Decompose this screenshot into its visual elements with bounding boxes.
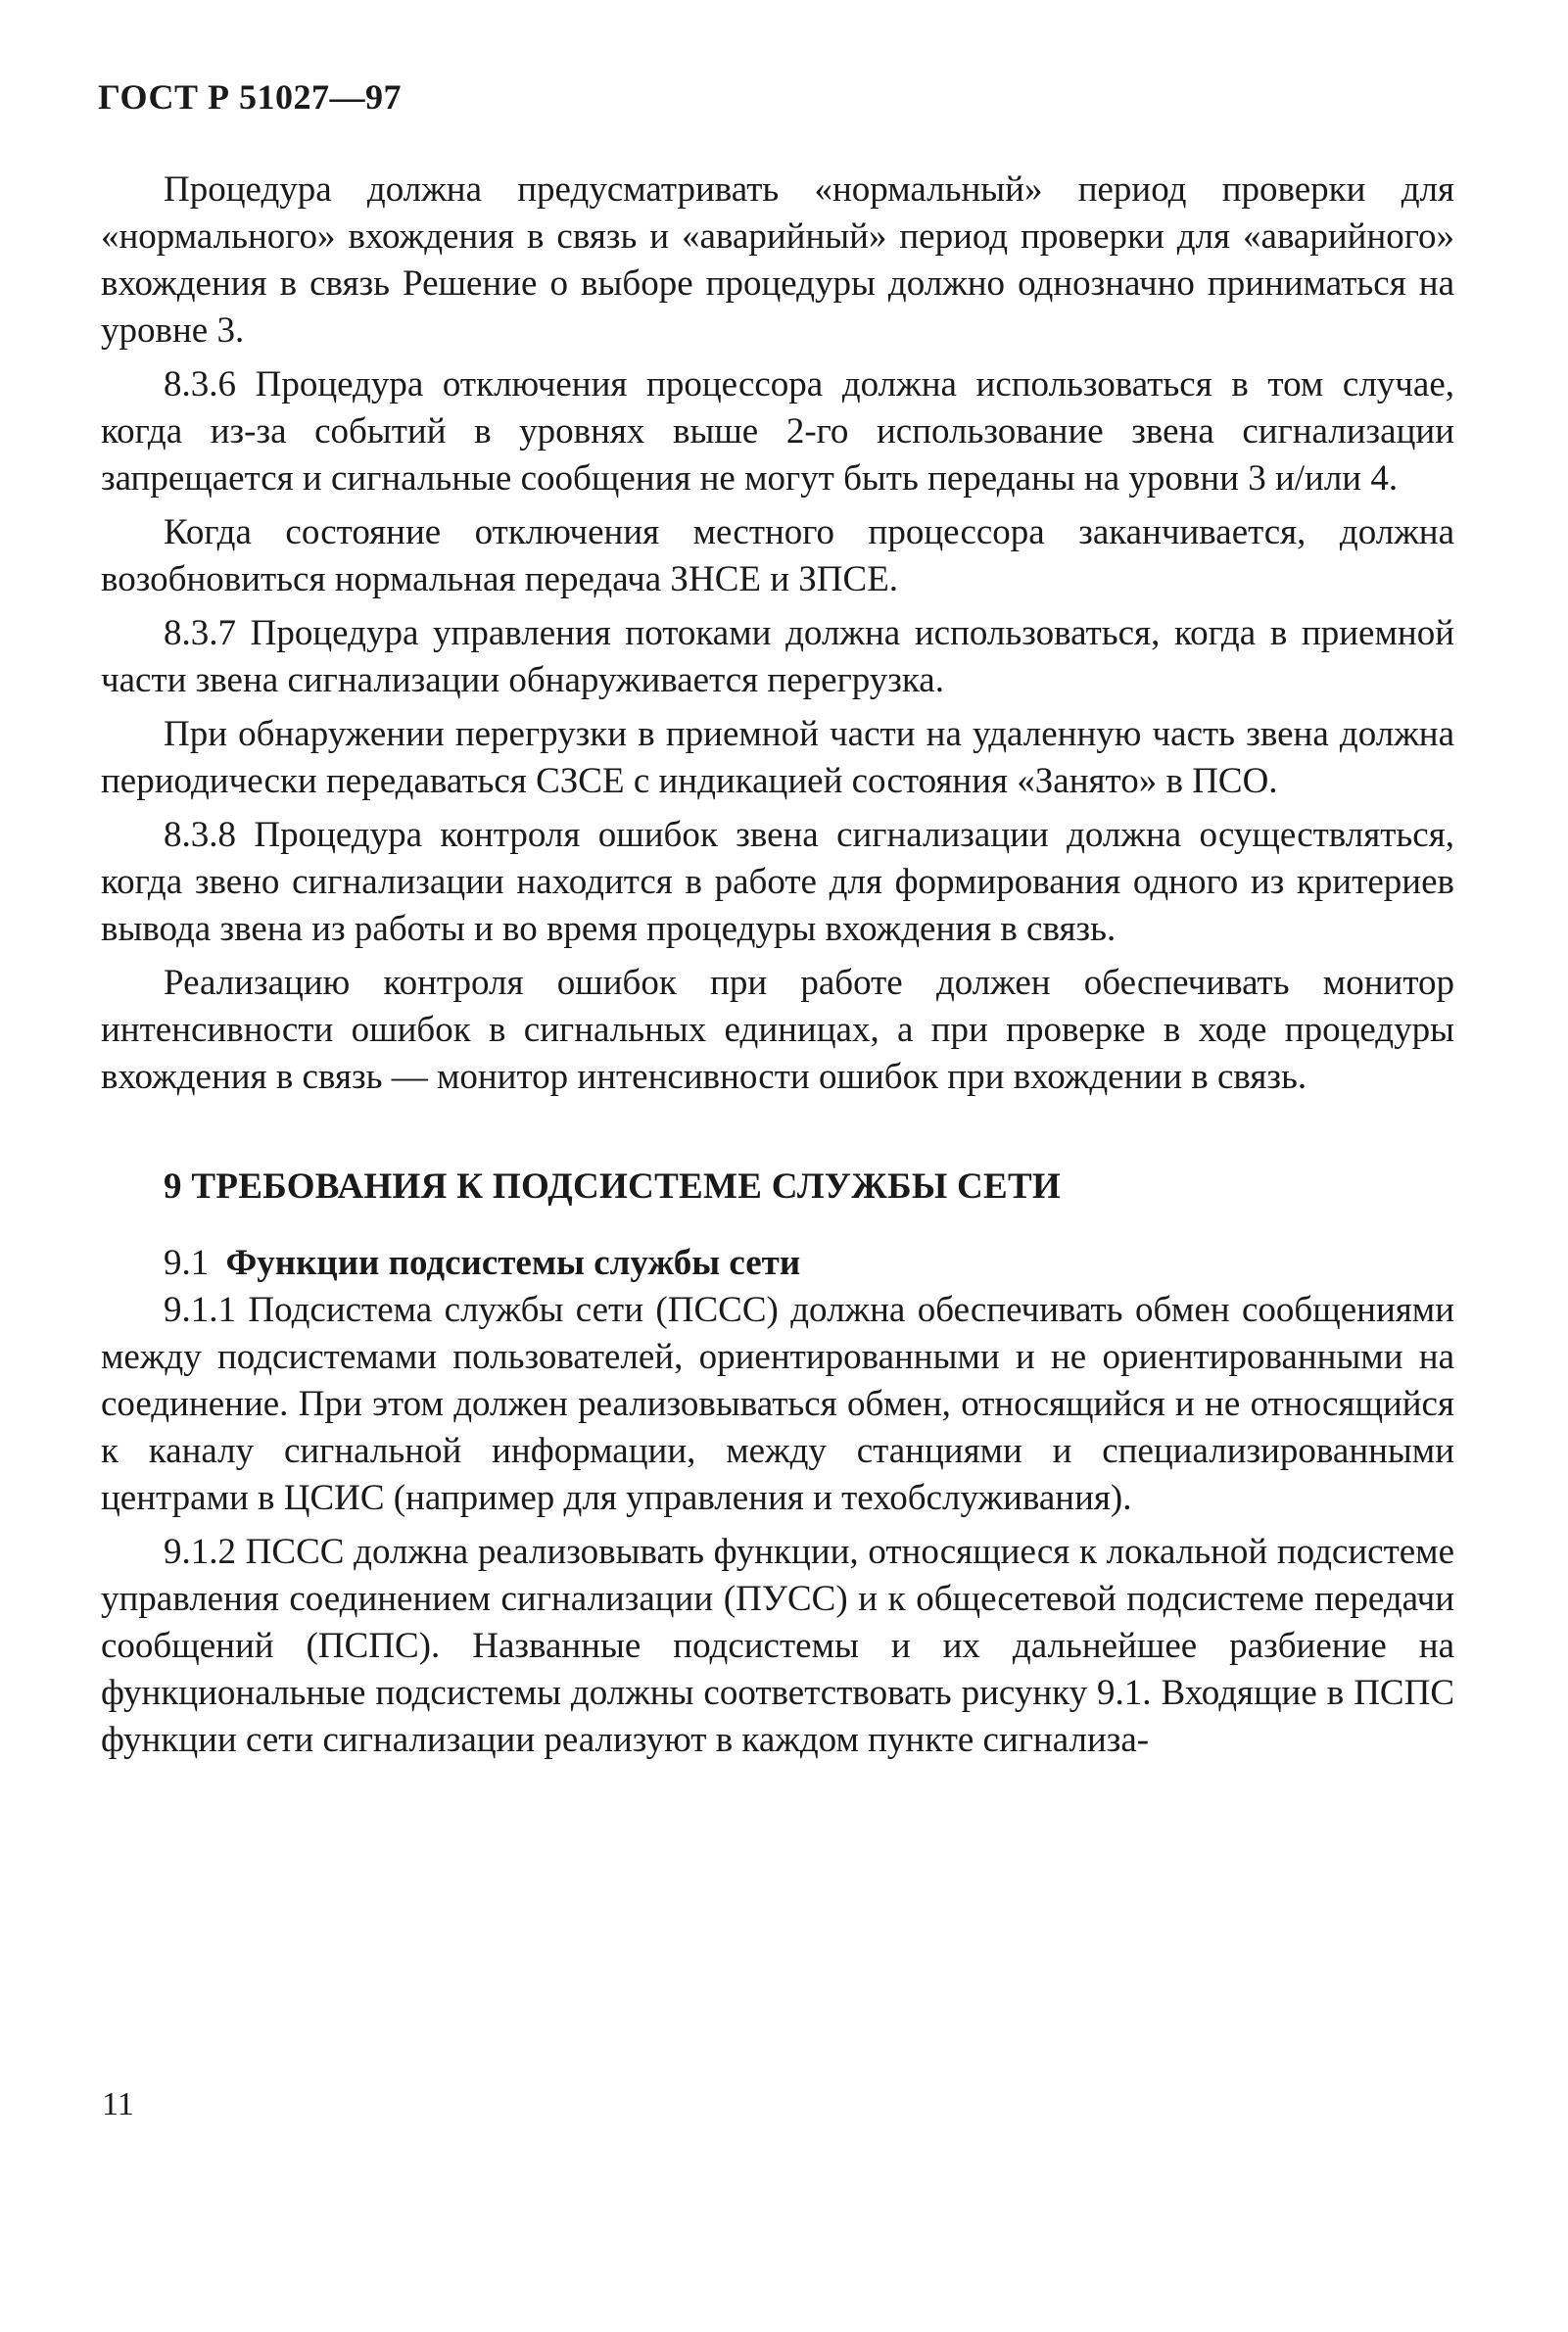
page-number: 11: [102, 2086, 134, 2122]
subsection-title: Функции подсистемы службы сети: [225, 1243, 801, 1283]
document-header: ГОСТ Р 51027—97: [98, 77, 402, 117]
paragraph-9-1-2: 9.1.2 ПССС должна реализовывать функции, относящиеся к локальной подсистеме управления соединением сигнализации (ПУСС) и к общесетевой подсистеме передачи сообщений (ПСПС). Названные подсистемы и их дальнейшее разбиение на функциональные подсистемы должны соответствовать рисунку 9.1. Входящие в ПСПС функции сети сигнализации реализуют в каждом пункте сигнализа-: [101, 1532, 1454, 1760]
body-text: [101, 167, 1454, 1771]
paragraph-9-1-1: 9.1.1 Подсистема службы сети (ПССС) должна обеспечивать обмен сообщениями между подсистемами пользователей, ориентированными и не ориентированными на соединение. При этом должен реализовываться обмен, относящийся и не относящийся к каналу сигнальной информации, между станциями и специализированными центрами в ЦСИС (например для управления и техобслуживания).: [101, 1290, 1454, 1518]
subsection-number: 9.1: [164, 1243, 210, 1283]
paragraph-procedure-periods: Процедура должна предусматривать «нормальный» период проверки для «нормального» вхождения в связь и «аварийный» период проверки для «аварийного» вхождения в связь Решение о выборе процедуры должно однозначно приниматься на уровне 3.: [101, 169, 1454, 351]
paragraph-processor-recovery: Когда состояние отключения местного процессора заканчивается, должна возобновиться нормальная передача ЗНСЕ и ЗПСЕ.: [101, 512, 1454, 599]
paragraph-overload-detection: При обнаружении перегрузки в приемной части на удаленную часть звена должна периодически передаваться СЗСЕ с индикацией состояния «Занято» в ПСО.: [101, 714, 1454, 801]
paragraph-8-3-7: 8.3.7 Процедура управления потоками должна использоваться, когда в приемной части звена сигнализации обнаруживается перегрузка.: [101, 613, 1454, 700]
paragraph-8-3-8: 8.3.8 Процедура контроля ошибок звена сигнализации должна осуществляться, когда звено сигнализации находится в работе для формирования одного из критериев вывода звена из работы и во время процедуры вхождения в связь.: [101, 815, 1454, 949]
paragraph-error-monitor: Реализацию контроля ошибок при работе должен обеспечивать монитор интенсивности ошибок в сигнальных единицах, а при проверке в ходе процедуры вхождения в связь — монитор интенсивности ошибок при вхождении в связь.: [101, 963, 1454, 1097]
section-title-9: 9 ТРЕБОВАНИЯ К ПОДСИСТЕМЕ СЛУЖБЫ СЕТИ: [164, 1166, 1062, 1207]
paragraph-8-3-6: 8.3.6 Процедура отключения процессора должна использоваться в том случае, когда из-за событий в уровнях выше 2-го использование звена сигнализации запрещается и сигнальные сообщения не могут быть переданы на уровни 3 и/или 4.: [101, 364, 1454, 499]
subsection-9-1-heading: [101, 1240, 1454, 1287]
